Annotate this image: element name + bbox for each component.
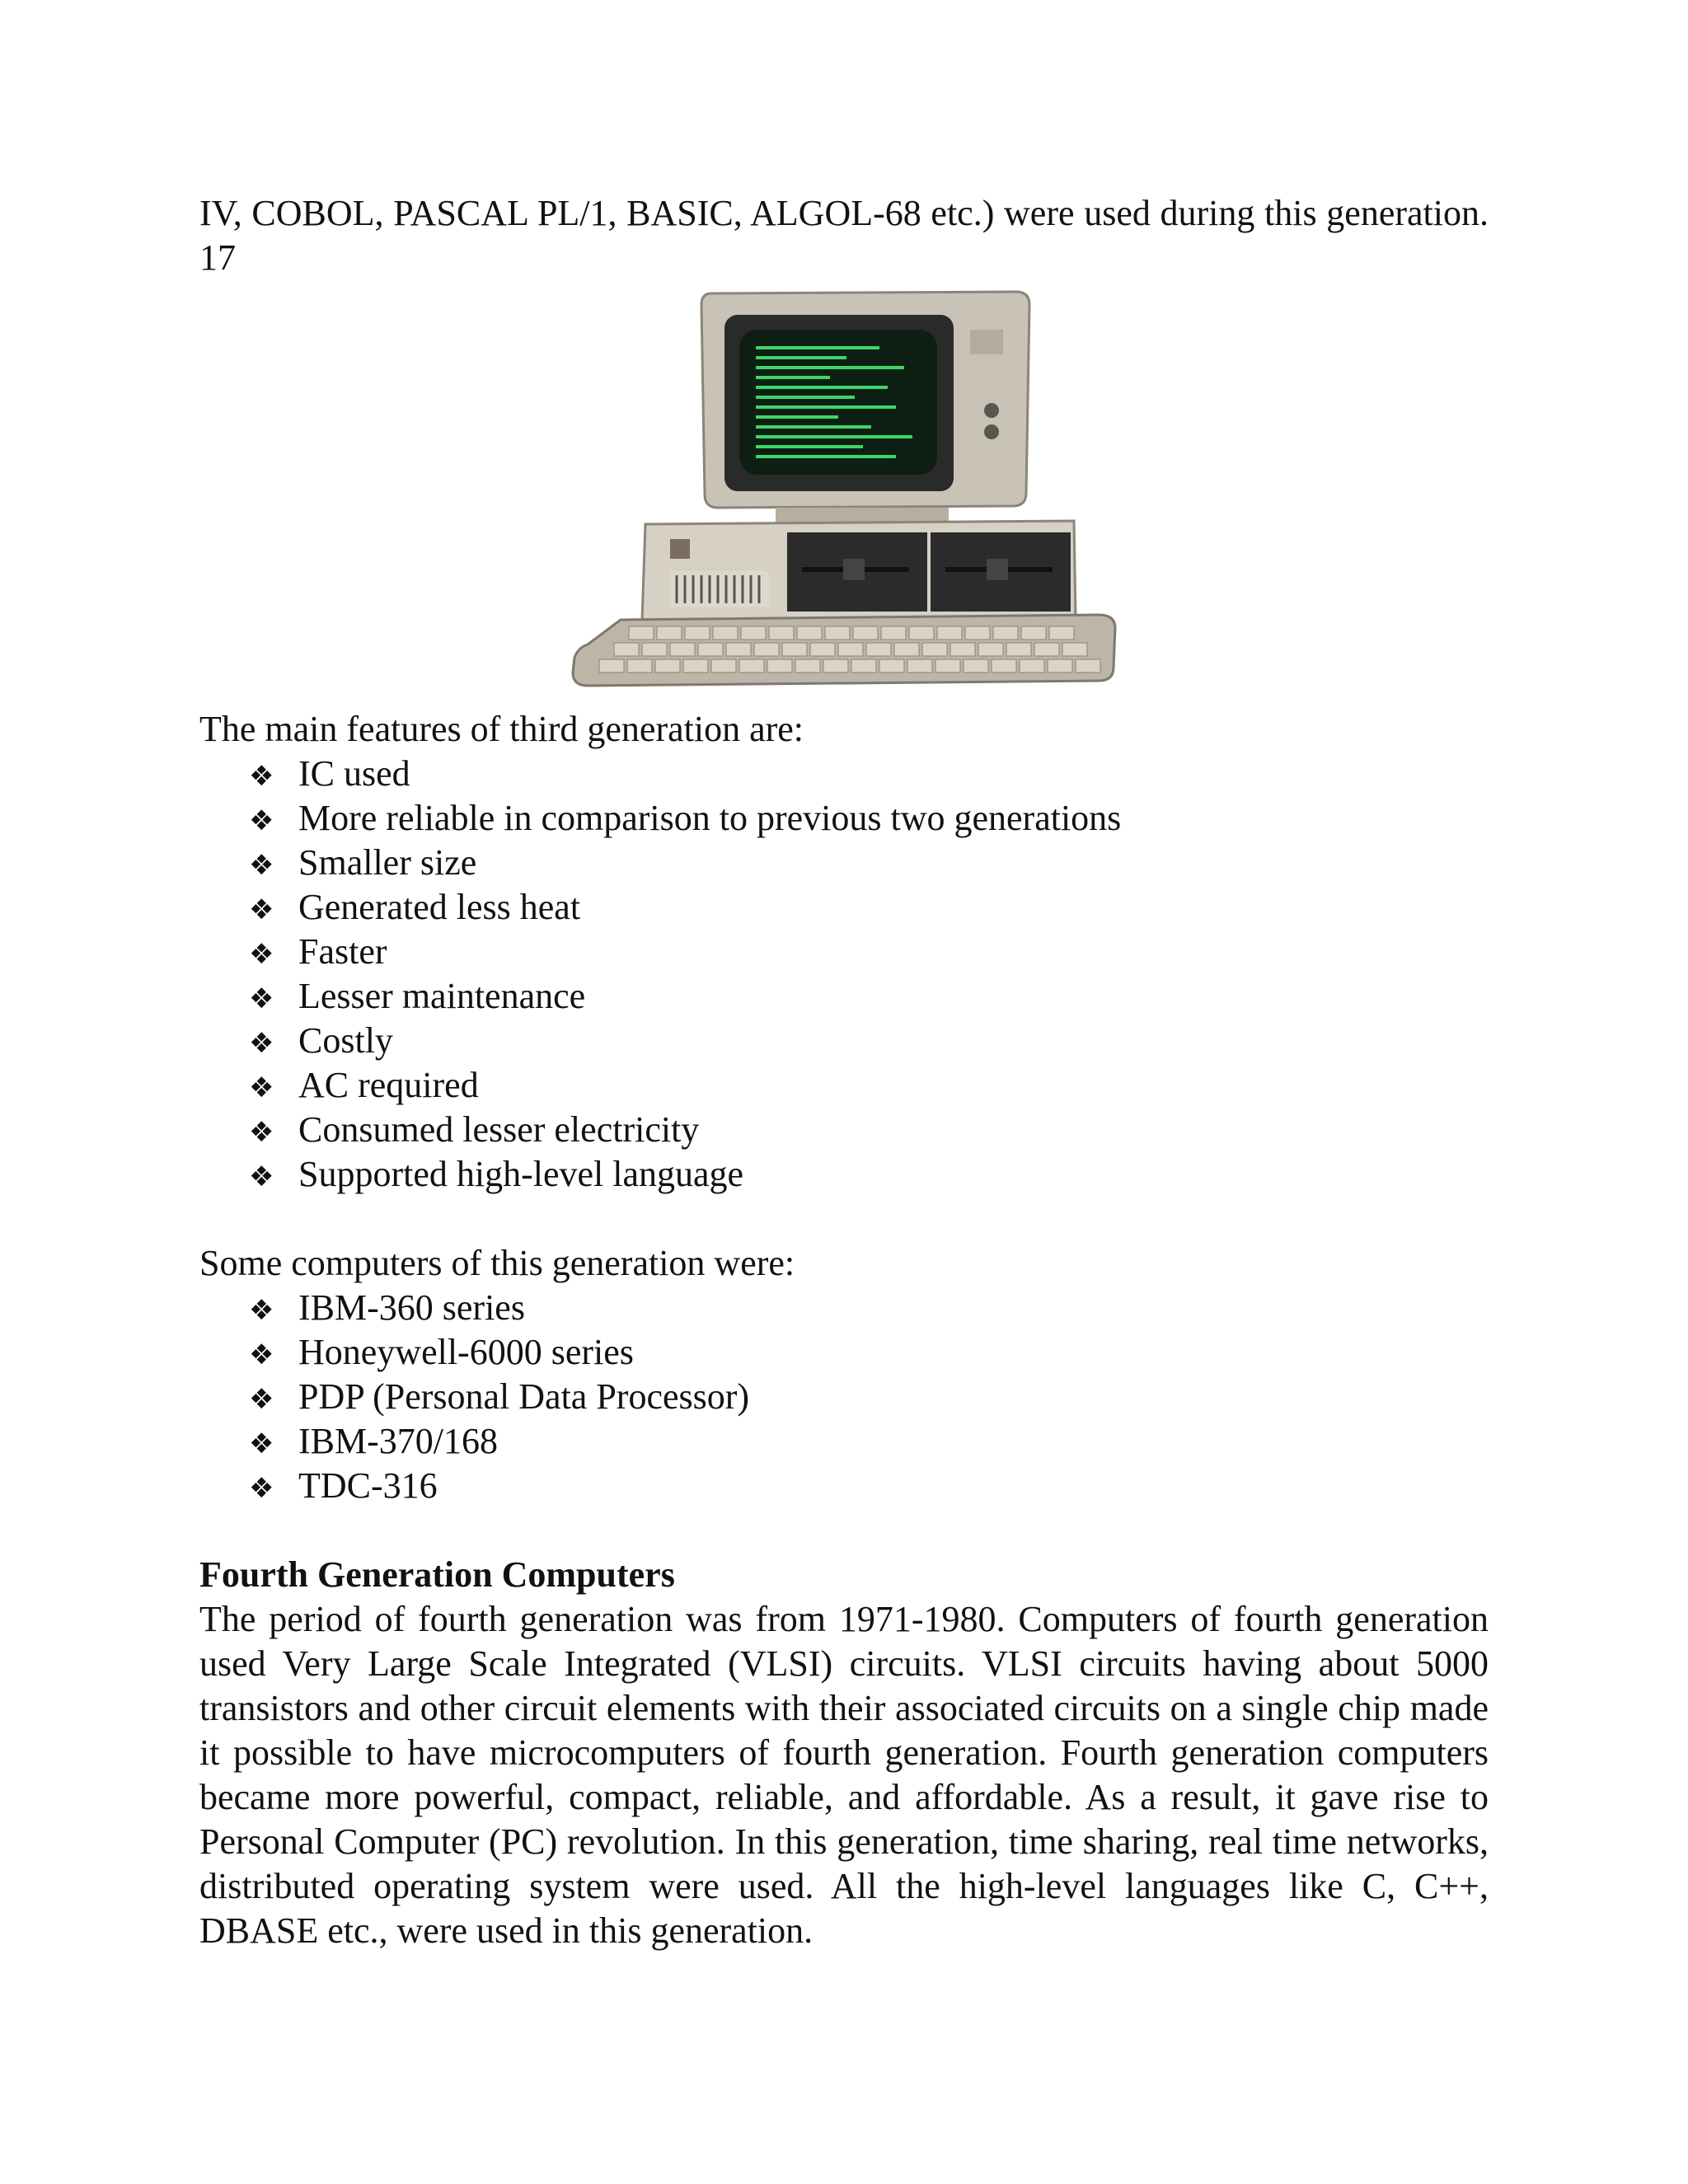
list-item: ❖ AC required [249, 1063, 1489, 1108]
bullet-icon: ❖ [249, 982, 274, 1015]
section-paragraph: The period of fourth generation was from 1971-1980. Computers of fourth generation used Very Large Scale Integrated (VLSI) circuits. VLSI circuits having about 5000 transistors and other circuit elements with their associated circuits on a single chip made it possible to have microcomputers of fourth generation. Fourth generation computers became more powerful, compact, reliable, and affordable. As a result, it gave rise to Personal Computer (PC) revolution. In this generation, time sharing, real time networks, distributed operating system were used. All the high-level languages like C, C++, DBASE etc., were used in this generation. [199, 1599, 1489, 1951]
list-item: ❖ Supported high-level language [249, 1152, 1489, 1197]
list-item: ❖ TDC-316 [249, 1464, 1489, 1508]
list-item: ❖ Honeywell-6000 series [249, 1330, 1489, 1375]
bullet-icon: ❖ [249, 1160, 274, 1193]
bullet-icon: ❖ [249, 938, 274, 971]
list-item: ❖ Lesser maintenance [249, 974, 1489, 1019]
bullet-icon: ❖ [249, 893, 274, 926]
list-item: ❖ PDP (Personal Data Processor) [249, 1375, 1489, 1419]
top-paragraph: IV, COBOL, PASCAL PL/1, BASIC, ALGOL-68 etc.) were used during this generation. 17 [199, 193, 1489, 278]
bullet-icon: ❖ [249, 1027, 274, 1060]
list-item: ❖ Consumed lesser electricity [249, 1108, 1489, 1152]
section-heading: Fourth Generation Computers [199, 1554, 675, 1595]
computers-list [199, 1286, 1489, 1508]
list-item: ❖ Generated less heat [249, 885, 1489, 930]
list-item: ❖ IBM-370/168 [249, 1419, 1489, 1464]
bullet-icon: ❖ [249, 1383, 274, 1416]
list-item: ❖ IBM-360 series [249, 1286, 1489, 1330]
features-intro: The main features of third generation are: [199, 709, 804, 749]
bullet-icon: ❖ [249, 1338, 274, 1371]
bullet-icon: ❖ [249, 1116, 274, 1149]
features-list [199, 752, 1489, 1197]
document-page [199, 191, 1489, 1953]
computer-figure [199, 287, 1489, 691]
list-item: ❖ Faster [249, 930, 1489, 974]
list-item: ❖ Costly [249, 1019, 1489, 1063]
bullet-icon: ❖ [249, 1294, 274, 1327]
bullet-icon: ❖ [249, 1427, 274, 1460]
bullet-icon: ❖ [249, 1071, 274, 1104]
bullet-icon: ❖ [249, 760, 274, 793]
computer-photo-icon [571, 287, 1117, 691]
bullet-icon: ❖ [249, 849, 274, 882]
bullet-icon: ❖ [249, 1472, 274, 1505]
bullet-icon: ❖ [249, 804, 274, 837]
list-item: ❖ Smaller size [249, 841, 1489, 885]
list-item: ❖ More reliable in comparison to previous two generations [249, 796, 1489, 841]
spacer [199, 1508, 1489, 1553]
list-item: ❖ IC used [249, 752, 1489, 796]
computers-intro: Some computers of this generation were: [199, 1243, 795, 1283]
spacer [199, 1197, 1489, 1241]
